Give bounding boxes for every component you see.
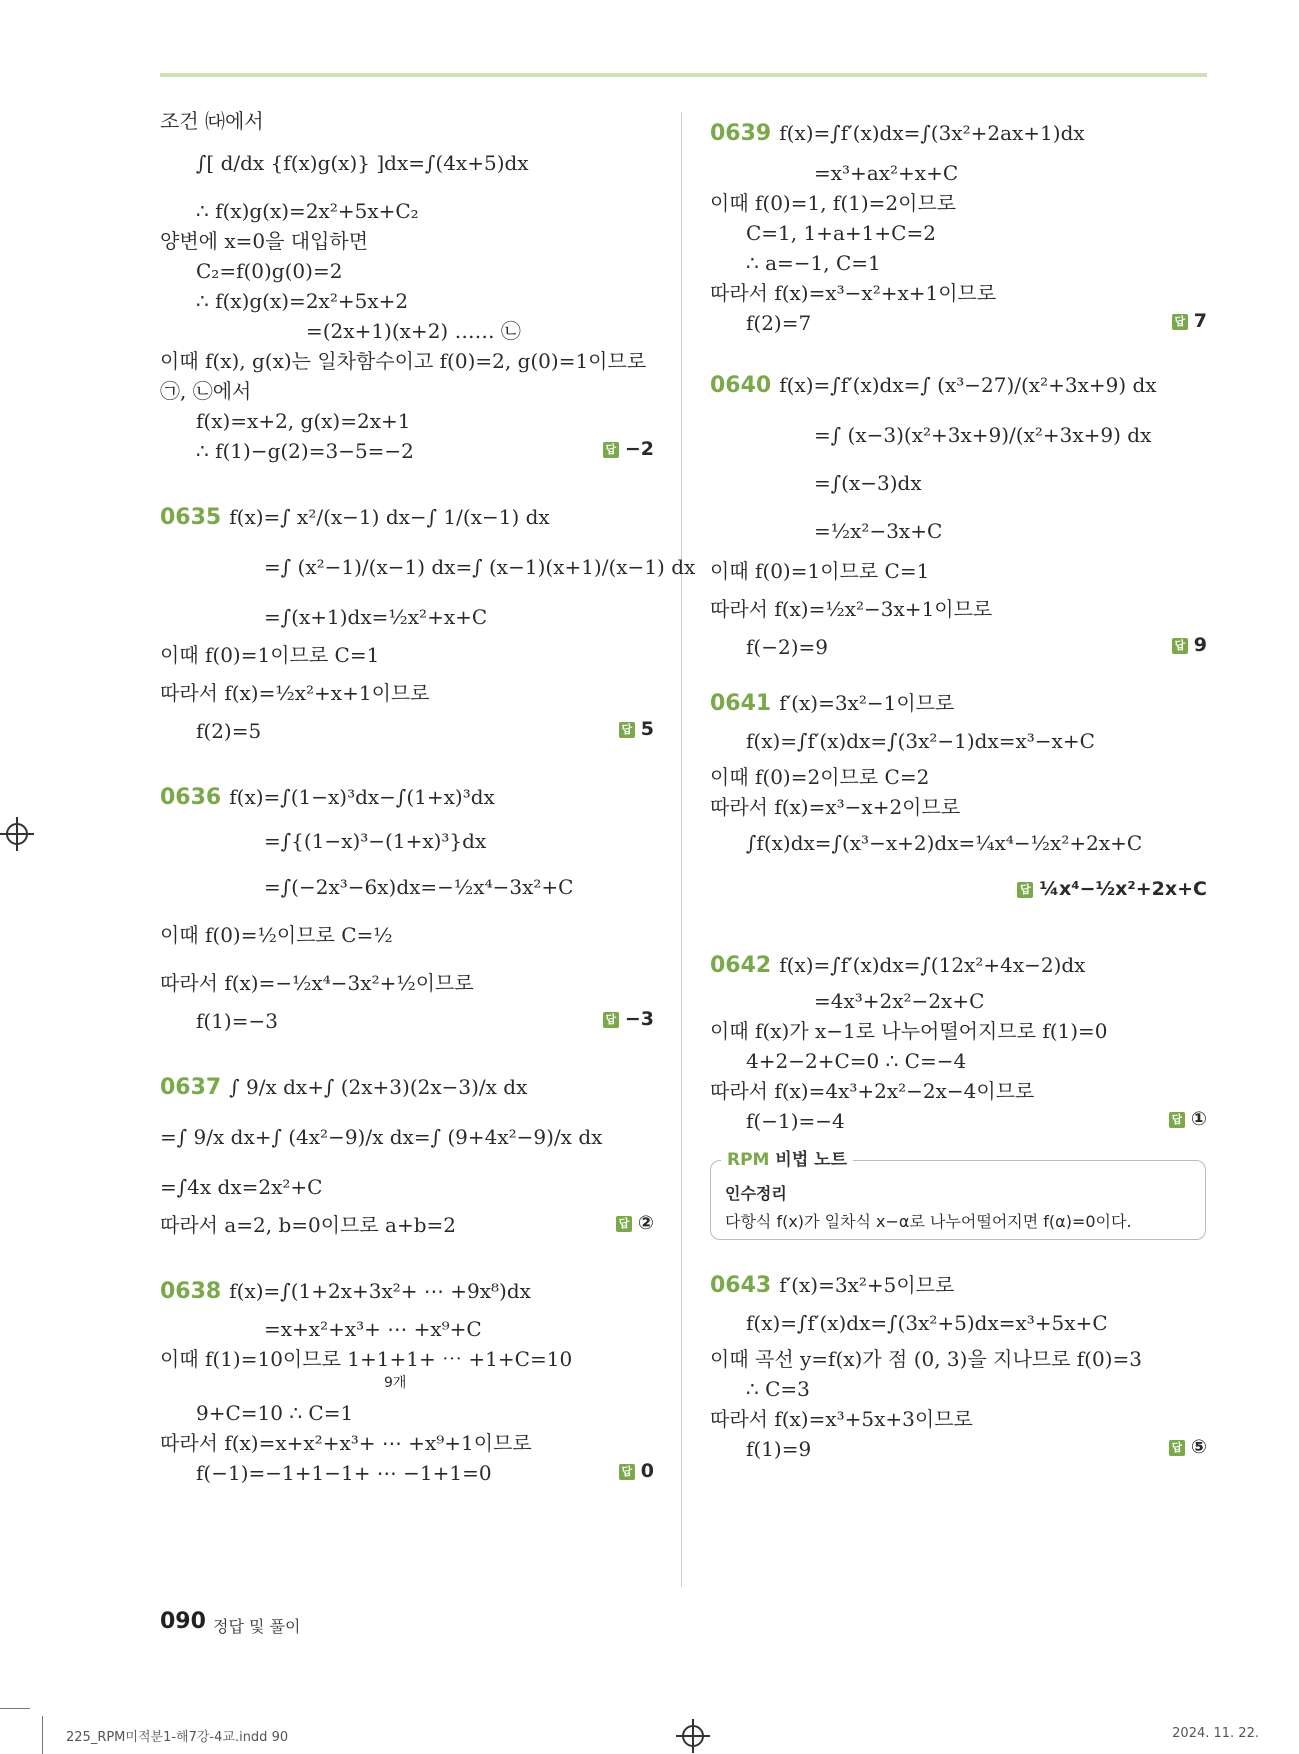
solution-line xyxy=(710,1346,1142,1372)
solution-line xyxy=(160,1174,322,1200)
solution-text: 조건 ㈐에서 xyxy=(160,109,264,133)
problem-number: 0639 xyxy=(710,121,772,146)
solution-line xyxy=(264,874,573,900)
solution-text: f(x)=∫f′(x)dx=∫(3x²−1)dx=x³−x+C xyxy=(746,729,1095,753)
solution-text: 따라서 a=2, b=0이므로 a+b=2 xyxy=(160,1213,457,1237)
solution-line xyxy=(814,988,984,1014)
answer-value: −3 xyxy=(624,1008,654,1030)
solution-text: =∫4x dx=2x²+C xyxy=(160,1175,323,1199)
solution-line xyxy=(196,258,342,284)
solution-text: ∴ C=3 xyxy=(746,1377,810,1401)
solution-line xyxy=(196,1460,492,1486)
answer xyxy=(1169,1108,1207,1130)
solution-text: 이때 f(x)가 x−1로 나누어떨어지므로 f(1)=0 xyxy=(710,1019,1108,1043)
note-body: 다항식 f(x)가 일차식 x−α로 나누어떨어지면 f(α)=0이다. xyxy=(725,1212,1132,1231)
solution-line xyxy=(814,160,958,186)
solution-line xyxy=(710,764,929,790)
solution-text: =4x³+2x²−2x+C xyxy=(814,989,985,1013)
solution-text: f′(x)=3x²+5이므로 xyxy=(779,1273,955,1297)
solution-text: =(2x+1)(x+2) …… ㉡ xyxy=(306,319,521,343)
solution-line xyxy=(710,1078,1034,1104)
answer-mark-icon: 답 xyxy=(603,1012,619,1028)
solution-line xyxy=(196,150,529,176)
solution-line xyxy=(746,830,1142,856)
answer xyxy=(619,718,654,740)
solution-text: f(x)=∫f′(x)dx=∫(3x²+2ax+1)dx xyxy=(779,121,1085,145)
note-badge-title: 비법 노트 xyxy=(775,1150,847,1170)
solution-text: f(x)=∫(1+2x+3x²+ ⋯ +9x⁸)dx xyxy=(229,1279,531,1303)
solution-line xyxy=(160,1430,532,1456)
problem-number: 0643 xyxy=(710,1273,772,1298)
answer xyxy=(1172,310,1207,332)
crop-line xyxy=(0,1708,30,1709)
solution-line xyxy=(196,1008,278,1034)
crop-line xyxy=(42,1716,43,1754)
solution-text: 따라서 f(x)=x³+5x+3이므로 xyxy=(710,1407,973,1431)
solution-text: ∴ a=−1, C=1 xyxy=(746,251,881,275)
answer-value: ① xyxy=(1190,1108,1207,1130)
answer-value: 9 xyxy=(1193,634,1207,656)
solution-line xyxy=(196,198,419,224)
solution-line xyxy=(746,310,811,336)
solution-text: =½x²−3x+C xyxy=(814,519,943,543)
solution-text: =∫(x−3)dx xyxy=(814,471,922,495)
solution-line xyxy=(196,288,408,314)
solution-text: f(1)=9 xyxy=(746,1437,812,1461)
solution-line xyxy=(264,604,487,630)
solution-line xyxy=(196,1400,353,1426)
solution-text: 따라서 f(x)=4x³+2x²−2x−4이므로 xyxy=(710,1079,1035,1103)
note-badge xyxy=(721,1145,853,1170)
solution-text: 따라서 f(x)=x³−x+2이므로 xyxy=(710,795,961,819)
solution-text: =∫ (x²−1)/(x−1) dx=∫ (x−1)(x+1)/(x−1) dx xyxy=(264,555,696,579)
solution-line xyxy=(710,558,929,584)
registration-mark-left xyxy=(6,823,28,845)
problem-number: 0642 xyxy=(710,953,772,978)
solution-text: 이때 f(0)=1, f(1)=2이므로 xyxy=(710,191,957,215)
solution-line xyxy=(264,828,486,854)
solution-text: 9+C=10 ∴ C=1 xyxy=(196,1401,354,1425)
solution-line xyxy=(746,1436,811,1462)
answer-mark-icon: 답 xyxy=(616,1216,632,1232)
footer-label: 정답 및 풀이 xyxy=(213,1617,301,1636)
solution-text: C=1, 1+a+1+C=2 xyxy=(746,221,936,245)
solution-line xyxy=(710,1272,954,1299)
solution-line xyxy=(160,1074,527,1101)
solution-text: f(−2)=9 xyxy=(746,635,828,659)
solution-text: f(x)=∫f′(x)dx=∫(3x²+5)dx=x³+5x+C xyxy=(746,1311,1108,1335)
column-divider xyxy=(681,112,682,1587)
solution-text: f(2)=7 xyxy=(746,311,812,335)
solution-line xyxy=(814,470,922,496)
solution-text: 따라서 f(x)=x+x²+x³+ ⋯ +x⁹+1이므로 xyxy=(160,1431,532,1455)
solution-line xyxy=(160,922,393,948)
solution-text: =∫(−2x³−6x)dx=−½x⁴−3x²+C xyxy=(264,875,574,899)
answer-value: 0 xyxy=(640,1460,654,1482)
solution-text: ∫f(x)dx=∫(x³−x+2)dx=¼x⁴−½x²+2x+C xyxy=(746,831,1143,855)
problem-number: 0640 xyxy=(710,373,772,398)
solution-line xyxy=(710,190,956,216)
solution-line xyxy=(160,784,495,811)
solution-line xyxy=(710,794,960,820)
answer xyxy=(619,1460,654,1482)
solution-line xyxy=(160,348,646,374)
rpm-note-box xyxy=(710,1150,1206,1240)
page-number: 090 xyxy=(160,1609,206,1634)
solution-text: 이때 f(0)=2이므로 C=2 xyxy=(710,765,930,789)
solution-line xyxy=(196,438,414,464)
answer-value: ¼x⁴−½x²+2x+C xyxy=(1039,878,1207,900)
solution-line xyxy=(160,504,550,531)
registration-mark-bottom xyxy=(682,1725,704,1747)
solution-line xyxy=(746,634,828,660)
answer xyxy=(1017,878,1207,900)
solution-text: ㉠, ㉡에서 xyxy=(160,379,252,403)
solution-text: 이때 f(0)=1이므로 C=1 xyxy=(160,643,380,667)
solution-line xyxy=(710,280,996,306)
solution-text: 이때 f(x), g(x)는 일차함수이고 f(0)=2, g(0)=1이므로 xyxy=(160,349,647,373)
solution-text: ∴ f(x)g(x)=2x²+5x+2 xyxy=(196,289,409,313)
answer xyxy=(1169,1436,1207,1458)
answer-mark-icon: 답 xyxy=(1169,1440,1185,1456)
print-date: 2024. 11. 22. xyxy=(1172,1726,1259,1741)
answer-value: 5 xyxy=(640,718,654,740)
answer-mark-icon: 답 xyxy=(1169,1112,1185,1128)
solution-text: f(2)=5 xyxy=(196,719,262,743)
solution-text: 양변에 x=0을 대입하면 xyxy=(160,229,369,253)
solution-text: 따라서 f(x)=−½x⁴−3x²+½이므로 xyxy=(160,971,474,995)
solution-text: f(−1)=−4 xyxy=(746,1109,845,1133)
solution-line xyxy=(160,108,264,134)
solution-text: f(1)=−3 xyxy=(196,1009,278,1033)
solution-text: =x³+ax²+x+C xyxy=(814,161,959,185)
solution-line xyxy=(746,220,936,246)
solution-line xyxy=(746,250,881,276)
solution-line xyxy=(196,408,410,434)
problem-number: 0641 xyxy=(710,691,772,716)
answer-mark-icon: 답 xyxy=(1172,638,1188,654)
problem-number: 0636 xyxy=(160,785,222,810)
problem-number: 0638 xyxy=(160,1279,222,1304)
solution-text: =x+x²+x³+ ⋯ +x⁹+C xyxy=(264,1317,482,1341)
answer-mark-icon: 답 xyxy=(603,442,619,458)
solution-text: =∫ (x−3)(x²+3x+9)/(x²+3x+9) dx xyxy=(814,423,1152,447)
solution-text: f(x)=∫f′(x)dx=∫(12x²+4x−2)dx xyxy=(779,953,1086,977)
solution-line xyxy=(160,378,251,404)
solution-text: 따라서 f(x)=½x²−3x+1이므로 xyxy=(710,597,993,621)
solution-line xyxy=(306,318,521,344)
solution-line xyxy=(160,642,379,668)
answer xyxy=(1172,634,1207,656)
solution-line xyxy=(160,1212,456,1238)
answer-value: 7 xyxy=(1193,310,1207,332)
solution-line xyxy=(746,1310,1108,1336)
solution-text: 따라서 f(x)=x³−x²+x+1이므로 xyxy=(710,281,997,305)
solution-text: ∴ f(x)g(x)=2x²+5x+C₂ xyxy=(196,199,419,223)
solution-line xyxy=(710,120,1085,147)
solution-line xyxy=(160,680,430,706)
answer-value: ⑤ xyxy=(1190,1436,1207,1458)
brace-label: 9개 xyxy=(384,1375,407,1391)
solution-line xyxy=(160,1278,531,1305)
solution-line xyxy=(710,596,992,622)
solution-line xyxy=(710,372,1157,399)
solution-text: =∫ 9/x dx+∫ (4x²−9)/x dx=∫ (9+4x²−9)/x dx xyxy=(160,1125,603,1149)
solution-text: ∫[ d/dx {f(x)g(x)} ]dx=∫(4x+5)dx xyxy=(196,151,529,175)
solution-text: ∫ 9/x dx+∫ (2x+3)(2x−3)/x dx xyxy=(229,1075,528,1099)
answer xyxy=(603,438,654,460)
solution-text: 이때 f(0)=1이므로 C=1 xyxy=(710,559,930,583)
note-badge-prefix: RPM xyxy=(727,1150,770,1170)
solution-text: C₂=f(0)g(0)=2 xyxy=(196,259,343,283)
answer-mark-icon: 답 xyxy=(619,722,635,738)
solution-text: f(x)=x+2, g(x)=2x+1 xyxy=(196,409,411,433)
solution-line xyxy=(264,554,695,580)
solution-text: =∫{(1−x)³−(1+x)³}dx xyxy=(264,829,487,853)
solution-line xyxy=(746,1376,810,1402)
answer-value: ② xyxy=(637,1212,654,1234)
solution-line xyxy=(814,422,1151,448)
solution-text: f(x)=∫ x²/(x−1) dx−∫ 1/(x−1) dx xyxy=(229,505,550,529)
solution-line xyxy=(746,1108,845,1134)
top-rule xyxy=(160,73,1207,77)
solution-line xyxy=(814,518,942,544)
solution-line xyxy=(160,1124,602,1150)
problem-number: 0637 xyxy=(160,1075,222,1100)
solution-text: 이때 f(0)=½이므로 C=½ xyxy=(160,923,393,947)
answer xyxy=(603,1008,654,1030)
solution-line xyxy=(160,1346,572,1372)
solution-text: ∴ f(1)−g(2)=3−5=−2 xyxy=(196,439,414,463)
solution-line xyxy=(196,718,261,744)
solution-line xyxy=(710,1406,973,1432)
solution-line xyxy=(710,690,954,717)
answer xyxy=(616,1212,654,1234)
answer-value: −2 xyxy=(624,438,654,460)
answer-mark-icon: 답 xyxy=(1172,314,1188,330)
solution-text: 따라서 f(x)=½x²+x+1이므로 xyxy=(160,681,430,705)
solution-line xyxy=(710,952,1085,979)
solution-text: f(x)=∫f′(x)dx=∫ (x³−27)/(x²+3x+9) dx xyxy=(779,373,1157,397)
problem-number: 0635 xyxy=(160,505,222,530)
solution-line xyxy=(264,1316,482,1342)
print-file-info: 225_RPM미적분1-해7강-4교.indd 90 xyxy=(66,1730,289,1745)
solution-text: f(x)=∫(1−x)³dx−∫(1+x)³dx xyxy=(229,785,495,809)
solution-text: 이때 곡선 y=f(x)가 점 (0, 3)을 지나므로 f(0)=3 xyxy=(710,1347,1142,1371)
solution-line xyxy=(746,1048,966,1074)
solution-line xyxy=(160,970,474,996)
answer-mark-icon: 답 xyxy=(619,1464,635,1480)
solution-text: f′(x)=3x²−1이므로 xyxy=(779,691,955,715)
solution-text: 이때 f(1)=10이므로 1+1+1+ ⋯ +1+C=10 xyxy=(160,1347,573,1371)
note-heading: 인수정리 xyxy=(725,1184,787,1203)
solution-text: f(−1)=−1+1−1+ ⋯ −1+1=0 xyxy=(196,1461,492,1485)
solution-line xyxy=(710,1018,1108,1044)
solution-text: =∫(x+1)dx=½x²+x+C xyxy=(264,605,488,629)
solution-text: 4+2−2+C=0 ∴ C=−4 xyxy=(746,1049,967,1073)
answer-mark-icon: 답 xyxy=(1017,882,1033,898)
solution-line xyxy=(746,728,1095,754)
solution-line xyxy=(160,228,368,254)
